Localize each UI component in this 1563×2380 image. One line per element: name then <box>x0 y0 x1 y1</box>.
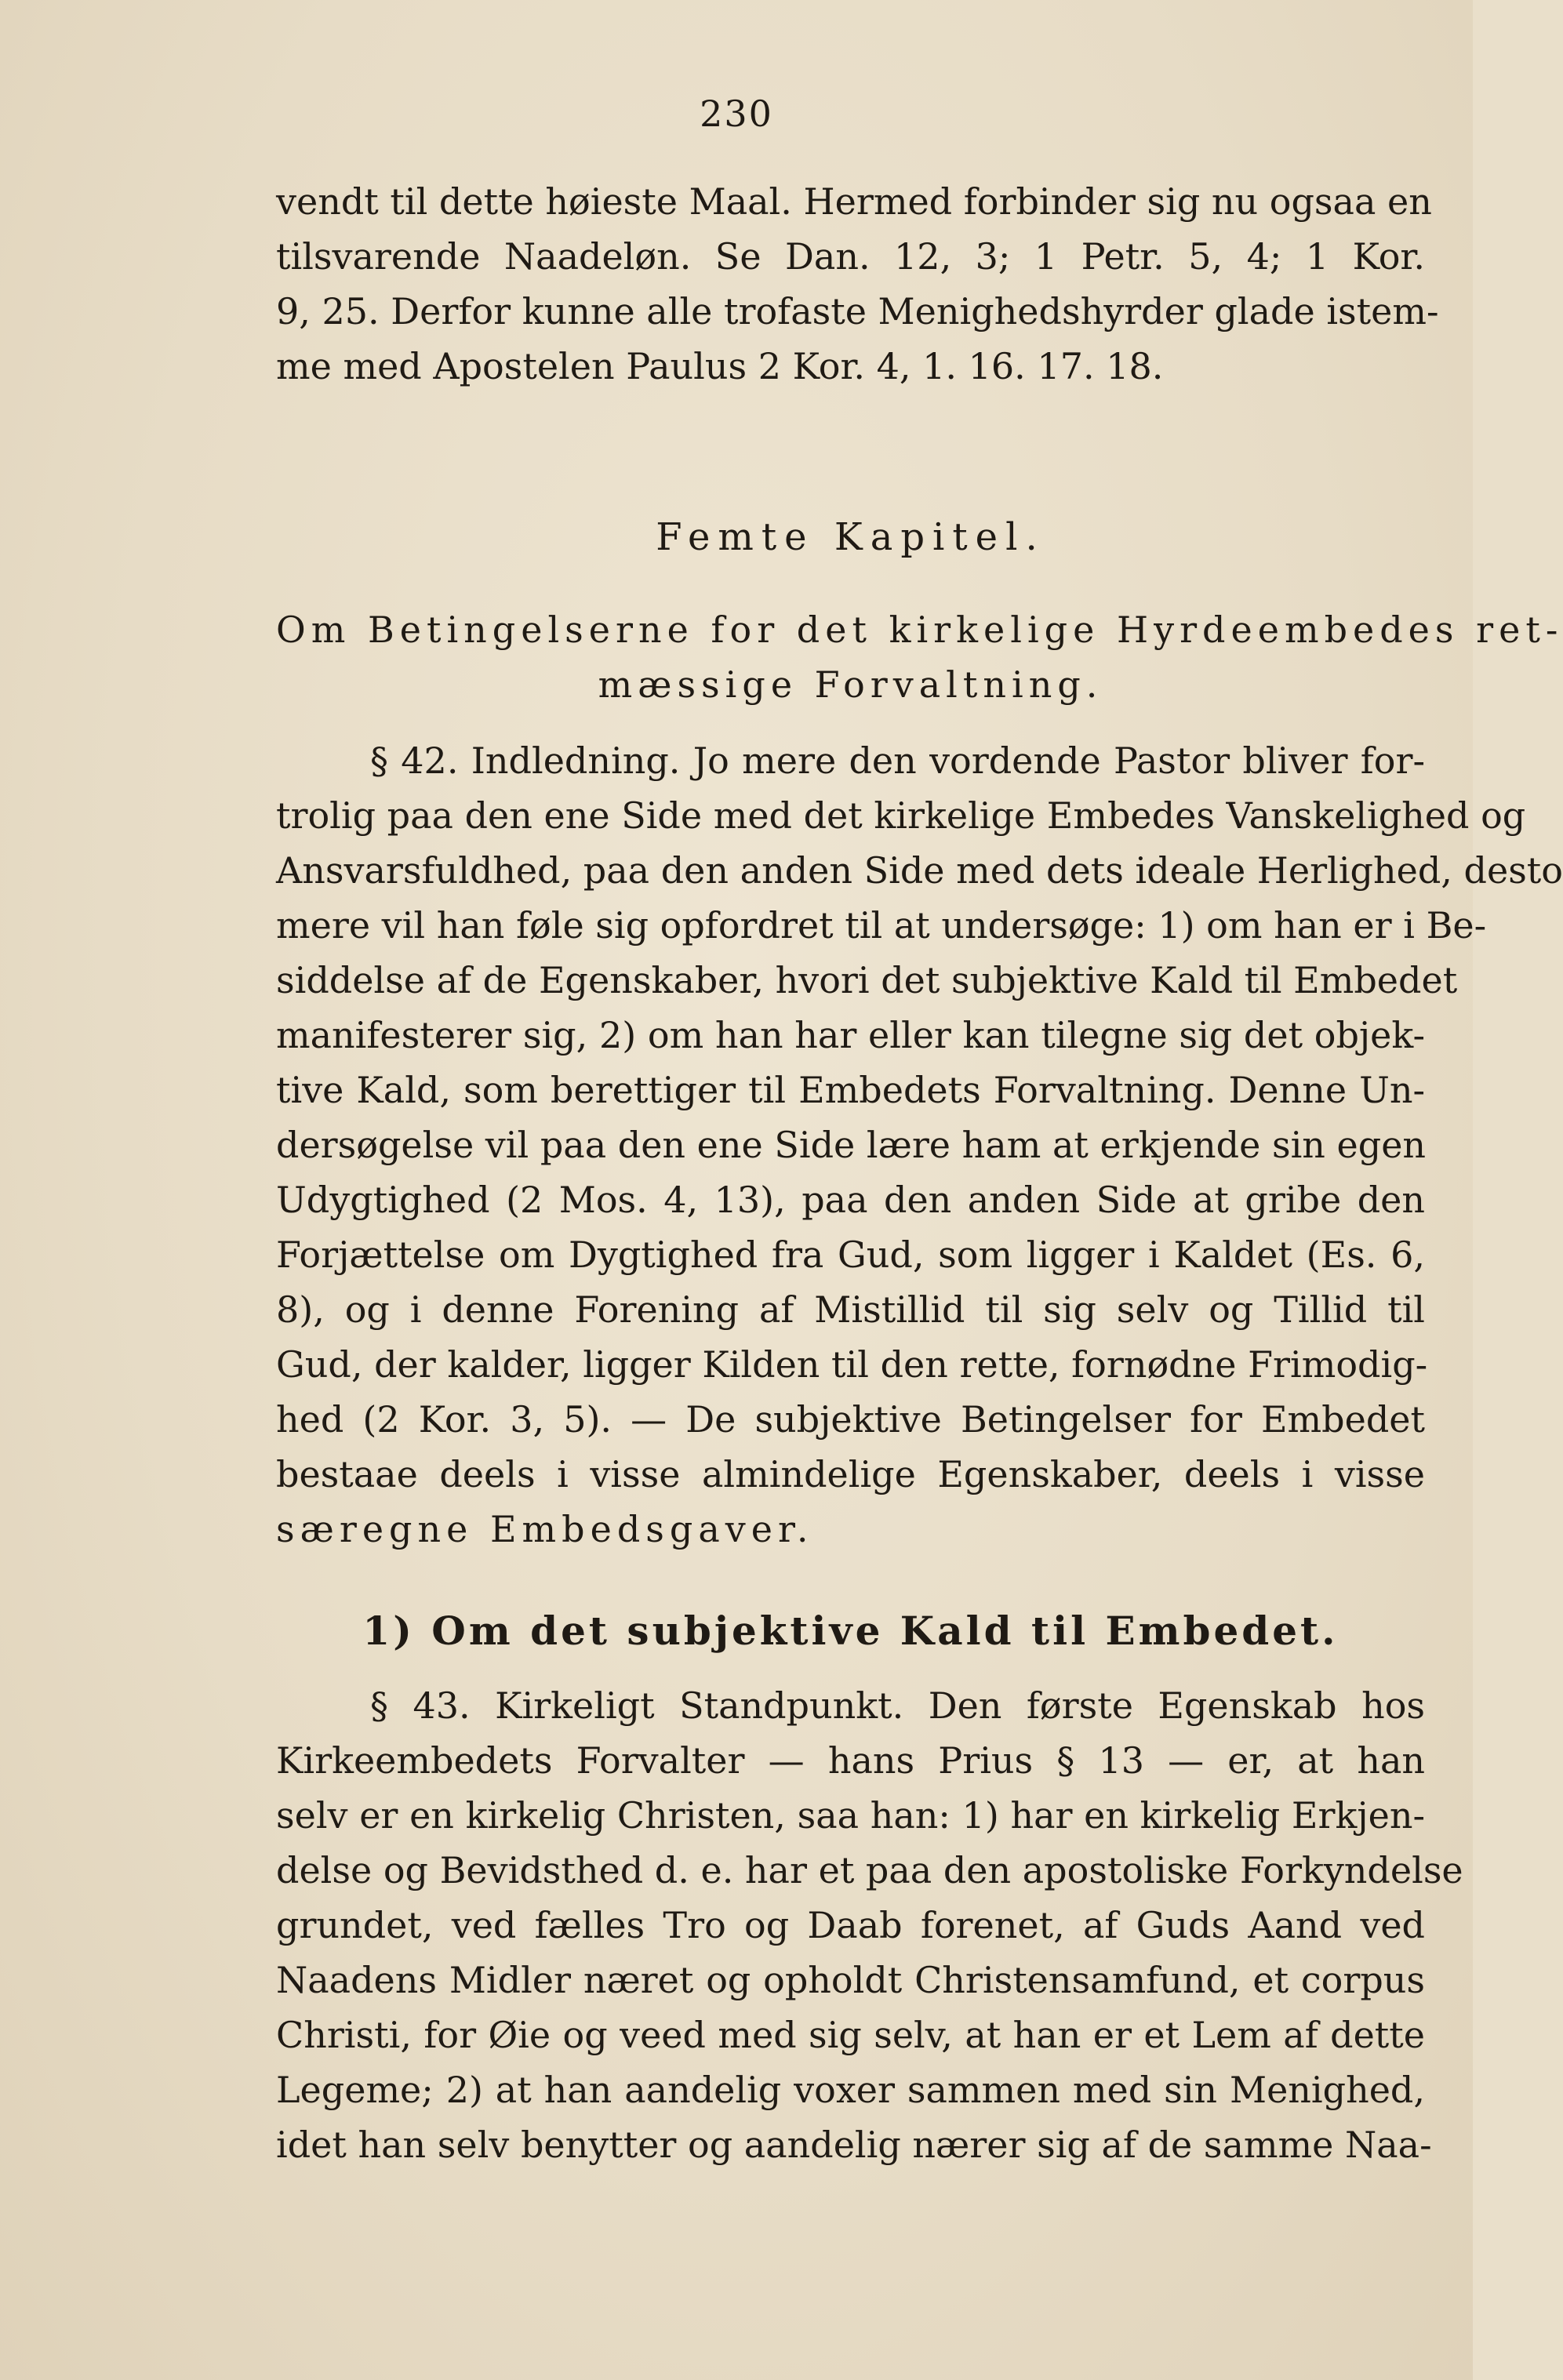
text-line: hed (2 Kor. 3, 5). — De subjektive Betingelser for Embedet <box>276 1398 1425 1441</box>
chapter-subtitle-line: Om Betingelserne for det kirkelige Hyrdeembedes ret- <box>276 609 1563 651</box>
text-line: grundet, ved fælles Tro og Daab forenet, af Guds Aand ved <box>276 1904 1425 1946</box>
text-line: § 43. Kirkeligt Standpunkt. Den første Egenskab hos <box>370 1684 1425 1727</box>
text-line: Udygtighed (2 Mos. 4, 13), paa den anden Side at gribe den <box>276 1179 1425 1221</box>
text-line: tilsvarende Naadeløn. Se Dan. 12, 3; 1 Petr. 5, 4; 1 Kor. <box>276 235 1425 278</box>
text-line: Legeme; 2) at han aandelig voxer sammen med sin Menighed, <box>276 2069 1425 2111</box>
page-number: 230 <box>700 93 773 135</box>
text-line: me med Apostelen Paulus 2 Kor. 4, 1. 16. 17. 18. <box>276 345 1164 387</box>
text-line: Naadens Midler næret og opholdt Christensamfund, et corpus <box>276 1959 1425 2001</box>
text-line: § 42. Indledning. Jo mere den vordende Pastor bliver for- <box>370 739 1425 782</box>
text-line: manifesterer sig, 2) om han har eller kan tilegne sig det objek- <box>276 1014 1425 1056</box>
text-line: Forjættelse om Dygtighed fra Gud, som ligger i Kaldet (Es. 6, <box>276 1234 1425 1276</box>
text-line: 9, 25. Derfor kunne alle trofaste Menighedshyrder glade istem- <box>276 290 1439 332</box>
chapter-heading <box>276 510 1425 565</box>
text-line: særegne Embedsgaver. <box>276 1508 814 1550</box>
text-line: selv er en kirkelig Christen, saa han: 1) har en kirkelig Erkjen- <box>276 1794 1425 1837</box>
text-line: trolig paa den ene Side med det kirkelige Embedes Vanskelighed og <box>276 794 1526 837</box>
text-line: delse og Bevidsthed d. e. har et paa den apostoliske Forkyndelse <box>276 1849 1463 1891</box>
text-line: vendt til dette høieste Maal. Hermed forbinder sig nu ogsaa en <box>276 180 1432 223</box>
chapter-title: Femte Kapitel. <box>656 515 1045 559</box>
subheading-block <box>276 1604 1425 1659</box>
intro-paragraph <box>276 174 1439 394</box>
section-43 <box>276 1678 1463 2172</box>
text-line: siddelse af de Egenskaber, hvori det subjektive Kald til Embedet <box>276 959 1458 1001</box>
text-line: idet han selv benytter og aandelig nærer sig af de samme Naa- <box>276 2124 1432 2166</box>
chapter-subtitle <box>276 602 1563 712</box>
text-line: mere vil han føle sig opfordret til at undersøge: 1) om han er i Be- <box>276 904 1487 947</box>
subheading: 1) Om det subjektive Kald til Embedet. <box>362 1608 1339 1654</box>
section-42 <box>276 733 1563 1557</box>
text-line: Christi, for Øie og veed med sig selv, at han er et Lem af dette <box>276 2014 1425 2056</box>
text-line: dersøgelse vil paa den ene Side lære ham at erkjende sin egen <box>276 1124 1427 1166</box>
text-line: bestaae deels i visse almindelige Egenskaber, deels i visse <box>276 1453 1425 1495</box>
text-line: Ansvarsfuldhed, paa den anden Side med dets ideale Herlighed, desto <box>276 849 1563 892</box>
chapter-subtitle-line: mæssige Forvaltning. <box>598 663 1103 706</box>
text-line: 8), og i denne Forening af Mistillid til sig selv og Tillid til <box>276 1288 1425 1331</box>
text-line: tive Kald, som berettiger til Embedets Forvaltning. Denne Un- <box>276 1069 1425 1111</box>
text-line: Kirkeembedets Forvalter — hans Prius § 13 — er, at han <box>276 1739 1425 1782</box>
text-line: Gud, der kalder, ligger Kilden til den rette, fornødne Frimodig- <box>276 1343 1428 1386</box>
